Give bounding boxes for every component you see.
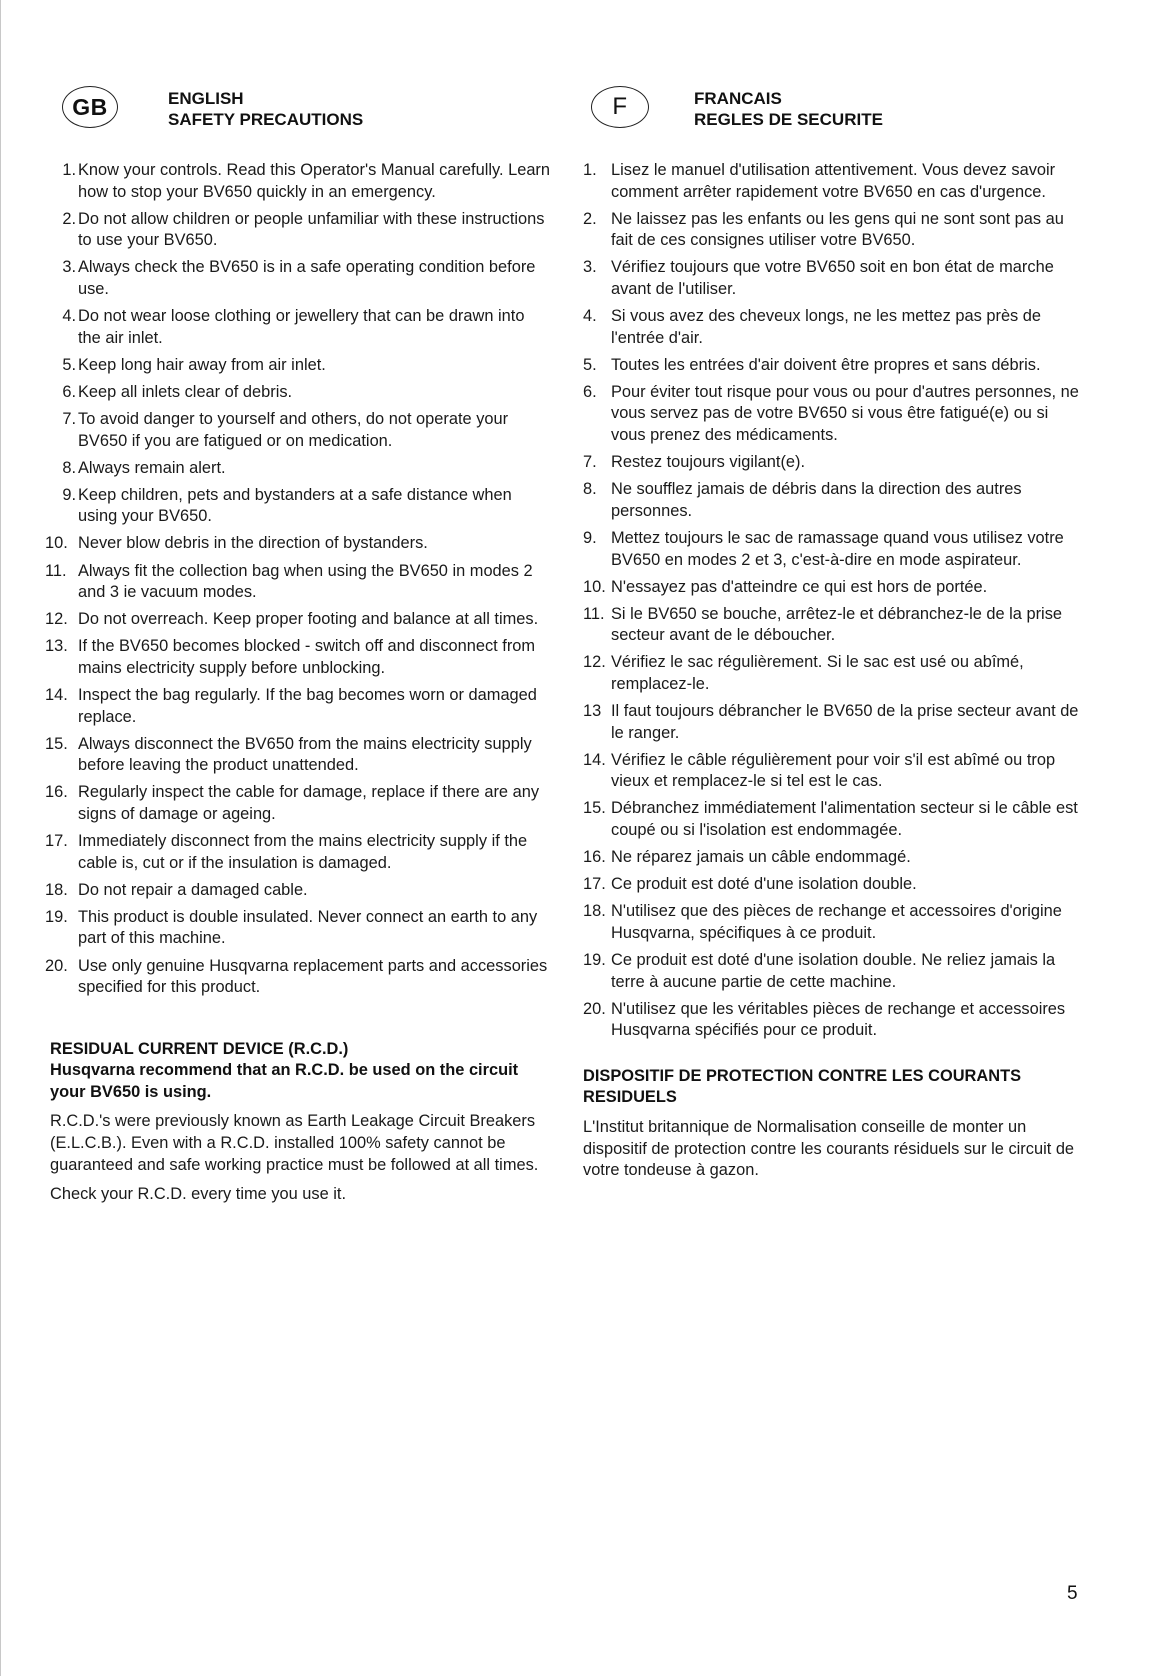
english-titles (168, 88, 363, 130)
english-language-label: ENGLISH (168, 89, 244, 108)
french-precautions-list (583, 160, 1083, 1042)
english-section-heading: SAFETY PRECAUTIONS (168, 110, 364, 129)
list-item: 11. Si le BV650 se bouche, arrêtez-le et débranchez-le de la prise secteur avant de le déboucher. (583, 604, 1063, 645)
list-item: 5. Toutes les entrées d'air doivent être propres et sans débris. (583, 355, 1041, 374)
list-item: 14. Inspect the bag regularly. If the bag becomes worn or damaged replace. (45, 685, 537, 726)
list-item: 3. Always check the BV650 is in a safe operating condition before use. (62, 258, 536, 298)
rcd-title: RESIDUAL CURRENT DEVICE (R.C.D.) (50, 1039, 349, 1058)
list-item: 18. Do not repair a damaged cable. (45, 880, 308, 899)
list-item: 5. Keep long hair away from air inlet. (62, 355, 326, 374)
list-item: 9. Mettez toujours le sac de ramassage quand vous utilisez votre BV650 en modes 2 et 3, c'est-à-dire en mode aspirateur. (583, 528, 1064, 569)
list-item: 2. Ne laissez pas les enfants ou les gens qui ne sont sont pas au fait de ces consignes utiliser votre BV650. (583, 209, 1064, 250)
english-column (45, 86, 551, 1214)
list-item: 9. Keep children, pets and bystanders at a safe distance when using your BV650. (62, 485, 512, 526)
list-item: 13 Il faut toujours débrancher le BV650 de la prise secteur avant de le ranger. (583, 702, 1079, 742)
list-item: 16. Ne réparez jamais un câble endommagé. (583, 848, 911, 867)
list-item: 14. Vérifiez le câble régulièrement pour voir s'il est abîmé ou trop vieux et remplacez-le si tel est le cas. (583, 750, 1056, 791)
french-column (583, 86, 1083, 1190)
list-item: 7. To avoid danger to yourself and others, do not operate your BV650 if you are fatigued or on medication. (62, 409, 509, 450)
rcd-paragraph: R.C.D.'s were previously known as Earth Leakage Circuit Breakers (E.L.C.B.). Even with a R.C.D. installed 100% safety cannot be guaranteed and safe working practice must be followed at all times. (50, 1112, 539, 1174)
english-header (50, 86, 550, 142)
list-item: 13. If the BV650 becomes blocked - switch off and disconnect from mains electricity supply before unblocking. (45, 637, 536, 677)
list-item: 1. Lisez le manuel d'utilisation attentivement. Vous devez savoir comment arrêter rapidement votre BV650 en cas d'urgence. (583, 161, 1056, 201)
french-section-heading: REGLES DE SECURITE (694, 110, 883, 129)
list-item: 7. Restez toujours vigilant(e). (583, 453, 806, 472)
list-item: 4. Do not wear loose clothing or jewellery that can be drawn into the air inlet. (62, 307, 525, 347)
list-item: 17. Immediately disconnect from the mains electricity supply if the cable is, cut or if the insulation is damaged. (45, 832, 528, 872)
list-item: 19. Ce produit est doté d'une isolation double. Ne reliez jamais la terre à aucune partie de cette machine. (583, 951, 1056, 991)
french-titles (694, 88, 883, 130)
english-rcd-heading (50, 1039, 550, 1104)
scan-edge-line (0, 0, 1, 1676)
list-item: 18. N'utilisez que des pièces de rechange et accessoires d'origine Husqvarna, spécifiques à ce produit. (583, 902, 1062, 942)
list-item: 12. Do not overreach. Keep proper footing and balance at all times. (45, 610, 539, 629)
list-item: 6. Pour éviter tout risque pour vous ou pour d'autres personnes, ne vous servez pas de votre BV650 si vous être fatigué(e) ou si vous prenez des médicaments. (583, 382, 1079, 445)
list-item: 3. Vérifiez toujours que votre BV650 soit en bon état de marche avant de l'utiliser. (583, 258, 1054, 298)
list-item: 16. Regularly inspect the cable for damage, replace if there are any signs of damage or ageing. (45, 783, 540, 823)
french-rcd-section (583, 1066, 1083, 1182)
list-item: 8. Ne soufflez jamais de débris dans la direction des autres personnes. (583, 480, 1022, 520)
list-item: 20. N'utilisez que les véritables pièces de rechange et accessoires Husqvarna spécifiés pour ce produit. (583, 999, 1066, 1040)
french-header (583, 86, 1083, 142)
list-item: 8. Always remain alert. (62, 458, 226, 477)
english-precautions-list (45, 160, 551, 999)
list-item: 12. Vérifiez le sac régulièrement. Si le sac est usé ou abîmé, remplacez-le. (583, 653, 1024, 693)
list-item: 10. Never blow debris in the direction of bystanders. (45, 534, 428, 553)
french-language-label: FRANCAIS (694, 89, 782, 108)
french-rcd-heading: DISPOSITIF DE PROTECTION CONTRE LES COURANTS RESIDUELS (583, 1066, 1022, 1107)
french-rcd-paragraph: L'Institut britannique de Normalisation conseille de monter un dispositif de protection contre les courants résiduels sur le circuit de votre tondeuse à gazon. (583, 1118, 1075, 1180)
rcd-check-note: Check your R.C.D. every time you use it. (50, 1185, 347, 1204)
english-rcd-section (50, 1039, 550, 1206)
page-number: 5 (1067, 1583, 1078, 1604)
list-item: 20. Use only genuine Husqvarna replacement parts and accessories specified for this product. (45, 956, 548, 997)
f-badge-icon: F (591, 86, 649, 128)
rcd-recommendation: Husqvarna recommend that an R.C.D. be used on the circuit your BV650 is using. (50, 1061, 519, 1101)
list-item: 2. Do not allow children or people unfamiliar with these instructions to use your BV650. (62, 209, 545, 250)
list-item: 4. Si vous avez des cheveux longs, ne les mettez pas près de l'entrée d'air. (583, 307, 1042, 347)
list-item: 11. Always fit the collection bag when using the BV650 in modes 2 and 3 ie vacuum modes. (45, 561, 533, 602)
list-item: 15. Débranchez immédiatement l'alimentation secteur si le câble est coupé ou si l'isolation est endommagée. (583, 799, 1078, 840)
list-item: 10. N'essayez pas d'atteindre ce qui est hors de portée. (583, 577, 988, 596)
list-item: 15. Always disconnect the BV650 from the mains electricity supply before leaving the product unattended. (45, 734, 532, 775)
list-item: 1. Know your controls. Read this Operator's Manual carefully. Learn how to stop your BV650 quickly in an emergency. (62, 161, 551, 201)
list-item: 17. Ce produit est doté d'une isolation double. (583, 875, 917, 894)
gb-badge-icon: GB (62, 86, 118, 128)
list-item: 6. Keep all inlets clear of debris. (62, 382, 293, 401)
list-item: 19. This product is double insulated. Never connect an earth to any part of this machine. (45, 907, 538, 948)
